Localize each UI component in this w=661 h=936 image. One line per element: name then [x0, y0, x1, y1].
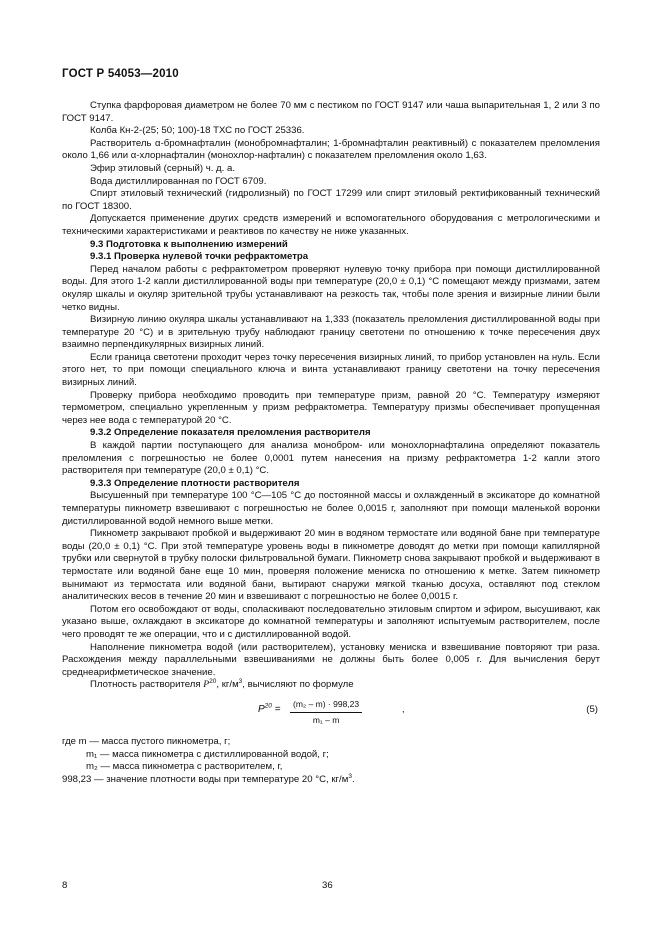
- paragraph: Высушенный при температуре 100 °С—105 °С до постоянной массы и охлажденный в эксикаторе до комнатной температуры пикнометр взвешивают с погрешностью не более 0,0015 г, заполняют при помощи маленькой воронки дистиллированной водой немного выше метки.: [62, 490, 600, 527]
- variable-definition: где m — масса пустого пикнометра, г;: [62, 735, 231, 747]
- formula-fraction: [290, 698, 362, 726]
- formula-intro-unit: , кг/м: [216, 679, 239, 691]
- standard-header: ГОСТ Р 54053—2010: [62, 68, 179, 80]
- section-heading-9-3-1: 9.3.1 Проверка нулевой точки рефрактометра: [90, 251, 309, 263]
- formula-denominator: m₁ – m: [312, 714, 340, 725]
- paragraph: Спирт этиловый технический (гидролизный) по ГОСТ 17299 или спирт этиловый ректификованный технический по ГОСТ 18300.: [62, 188, 600, 212]
- paragraph: Растворитель α-бромнафталин (монобромнафталин; 1-бромнафталин реактивный) с показателем преломления около 1,66 или α-хлорнафталин (монохлор-нафталин) с показателем преломления около 1,63.: [62, 137, 600, 162]
- paragraph: Проверку прибора необходимо проводить при температуре призм, равной 20 °С. Температуру измеряют термометром, специально укрепленным у призм рефрактометра. Температуру призмы обеспечивает пропущенная через нее вода с температурой 20 °С.: [62, 389, 600, 426]
- paragraph: Если граница светотени проходит через точку пересечения визирных линий, то прибор установлен на нуль. Если этого нет, то при помощи специального ключа и винта устанавливают границу светотени на точку пересечения визирных линий.: [62, 351, 600, 389]
- unit-cube: 3: [238, 678, 243, 686]
- paragraph: Потом его освобождают от воды, споласкивают последовательно этиловым спиртом и эфиром, высушивают, как указано выше, охлаждают в эксикаторе до комнатной температуры и заполняют испытуемым растворителем, после чего проводят те же операции, что и с дистиллированной водой.: [62, 603, 600, 640]
- section-heading-9-3-3: 9.3.3 Определение плотности растворителя: [90, 477, 300, 489]
- formula-intro-tail: , вычисляют по формуле: [242, 679, 354, 691]
- density-symbol: P: [203, 679, 210, 691]
- formula-tail: ,: [402, 703, 405, 715]
- paragraph: Вода дистиллированная по ГОСТ 6709.: [90, 175, 267, 187]
- variable-definition: m₂ — масса пикнометра с растворителем, г,: [86, 761, 283, 773]
- formula-symbol: P: [258, 703, 265, 715]
- paragraph: В каждой партии поступающего для анализа монобром- или монохлорнафталина определяют показатель преломления с погрешностью не более 0,0001 путем нанесения на призму рефрактометра 1-2 капли этого растворителя при температуре (20,0 ± 0,1) °С.: [62, 440, 600, 477]
- paragraph: Ступка фарфоровая диаметром не более 70 мм с пестиком по ГОСТ 9147 или чаша выпарительная 1, 2 или 3 по ГОСТ 9147.: [62, 100, 600, 124]
- water-density-end: .: [351, 773, 355, 785]
- density-formula: [62, 698, 600, 732]
- paragraph: Пикнометр закрывают пробкой и выдерживают 20 мин в водяном термостате или водяной бане при температуре воды (20,0 ± 0,1) °С. При этой температуре уровень воды в пикнометре доводят до метки при помощи капиллярной трубки или свернутой в трубку полоски фильтровальной бумаги. Пикнометр снова закрывают пробкой и выдерживают в термостате или водяной бане еще 10 мин, проверяя положение мениска по отношению к метке. Затем пикнометр вынимают из термостата или водяной бани, вытирают снаружи мягкой тканью досуха, оставляют под стеклом аналитических весов в течение 20 мин и взвешивают с погрешностью не более 0,0015 г.: [62, 528, 600, 603]
- variable-definition: m₁ — масса пикнометра с дистиллированной водой, г;: [86, 748, 329, 760]
- page-number-left: 8: [62, 880, 68, 891]
- document-body: [62, 100, 600, 786]
- paragraph: Допускается применение других средств измерений и вспомогательного оборудования с метрологическими и техническими характеристиками и реактивов по качеству не ниже указанных.: [62, 213, 600, 237]
- section-heading-9-3: 9.3 Подготовка к выполнению измерений: [90, 238, 288, 250]
- formula-numerator: (m₂ – m) · 998,23: [290, 698, 362, 713]
- formula-number: (5): [586, 703, 598, 715]
- formula-lhs: [258, 704, 281, 717]
- unit-cube: 3: [348, 772, 352, 780]
- paragraph: Наполнение пикнометра водой (или растворителем), установку мениска и взвешивание повторяют три раза. Расхождения между параллельными взвешиваниями не должны быть более 0,005 г. Для вычисления берут среднеарифметическое значение.: [62, 641, 600, 678]
- water-density-text: 998,23 — значение плотности воды при температуре 20 °С, кг/м: [62, 773, 349, 785]
- formula-equals: =: [271, 703, 281, 715]
- paragraph: Эфир этиловый (серный) ч. д. а.: [90, 162, 235, 174]
- formula-intro-text: Плотность растворителя: [90, 679, 204, 691]
- paragraph: Колба Кн-2-(25; 50; 100)-18 ТХС по ГОСТ 25336.: [90, 125, 305, 137]
- paragraph: Перед началом работы с рефрактометром проверяют нулевую точку прибора при помощи дистиллированной воды. Для этого 1-2 капли дистиллированной воды при температуре (20,0 ± 0,1) °С помещают между призмами, затем окуляр шкалы и окуляр зрительной трубы устанавливают на резкость так, чтобы поле зрения и визирные линии были четко видны.: [62, 263, 600, 313]
- variable-definition: [62, 774, 600, 787]
- page-number-center: 36: [322, 880, 333, 891]
- formula-intro: [62, 679, 600, 692]
- density-superscript: 20: [209, 678, 217, 686]
- section-heading-9-3-2: 9.3.2 Определение показателя преломления растворителя: [90, 427, 371, 439]
- paragraph: Визирную линию окуляра шкалы устанавливают на 1,333 (показатель преломления дистиллированной воды при температуре 20 °С) и в зрительную трубу наблюдают границу светотени по отношению к точке пересечения двух взаимно перпендикулярных визирных линий.: [62, 314, 600, 351]
- formula-superscript: 20: [264, 702, 272, 710]
